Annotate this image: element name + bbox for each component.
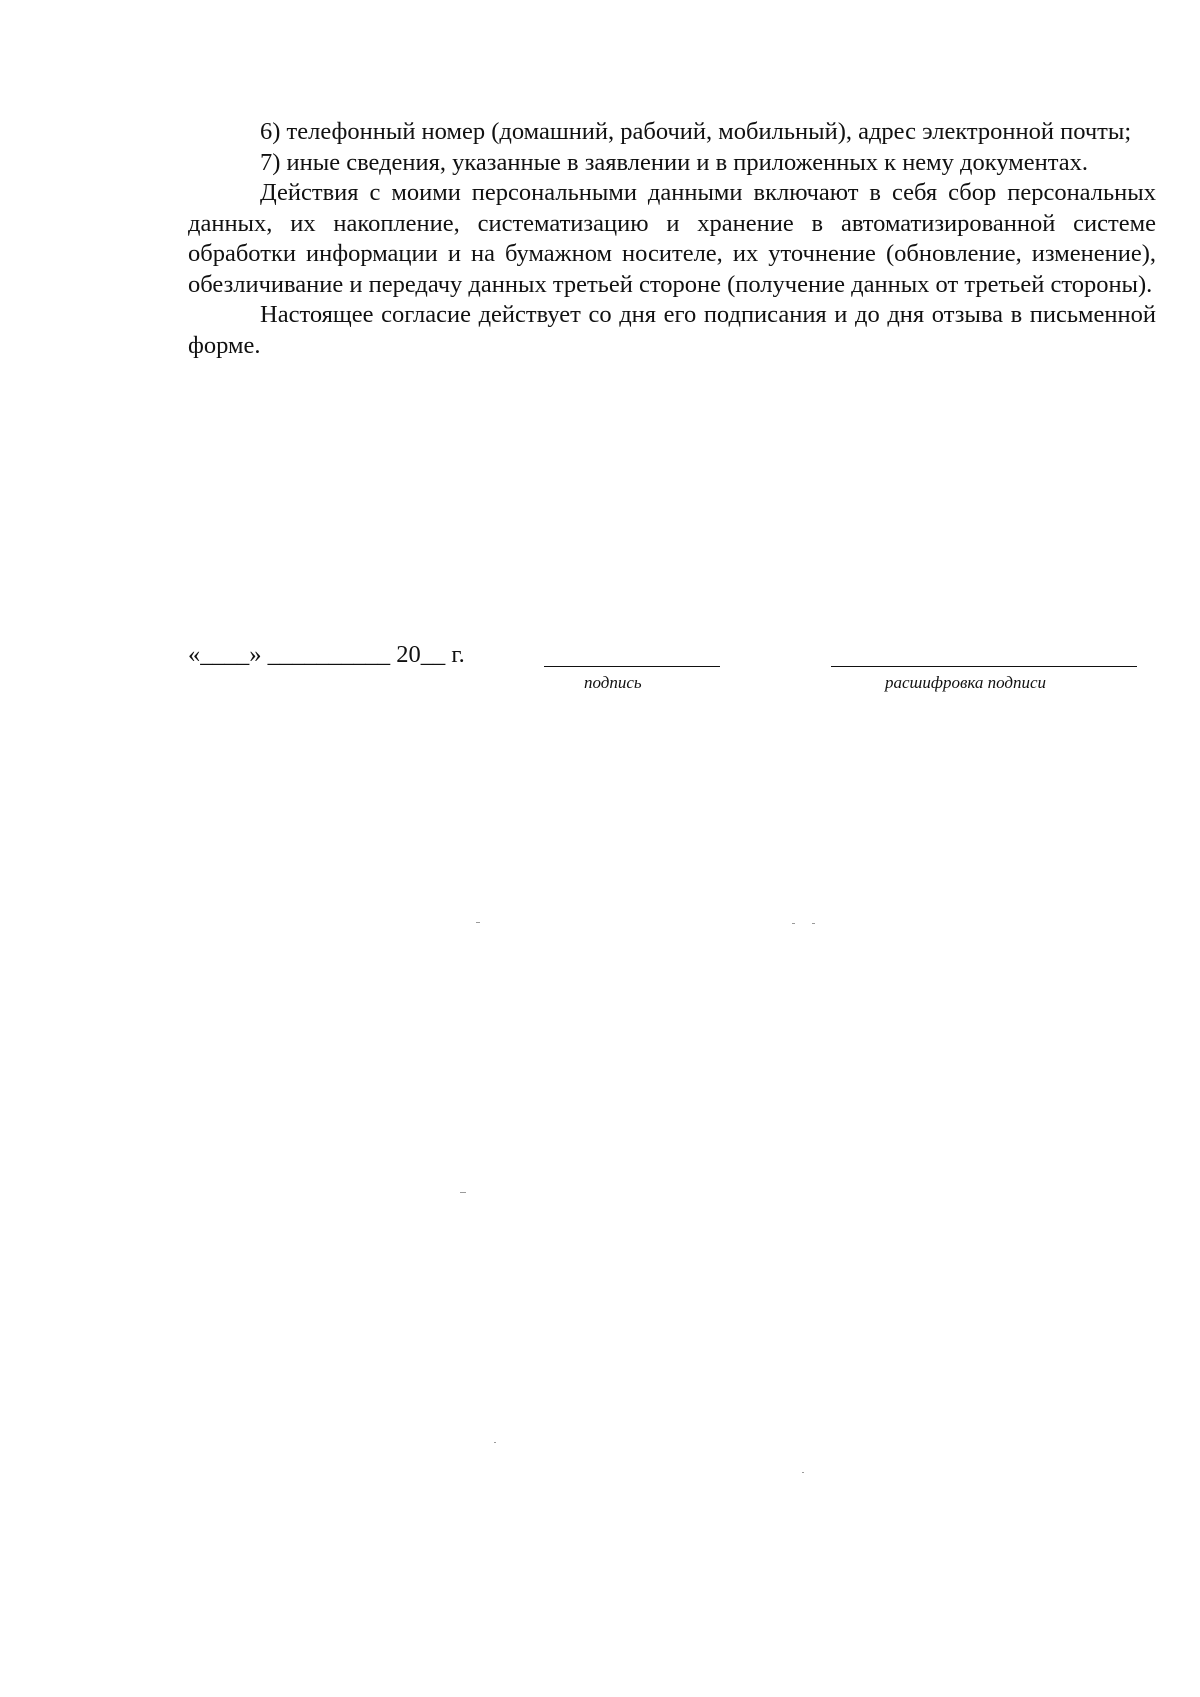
date-line: «____» __________ 20__ г. [188, 641, 465, 668]
signature-decode-line [831, 666, 1137, 667]
scan-speck [476, 922, 480, 923]
scan-speck [792, 923, 795, 924]
scan-speck [460, 1192, 466, 1193]
paragraph-other-info: 7) иные сведения, указанные в заявлении и в приложенных к нему документах. [260, 148, 1088, 176]
paragraph-phone-email: 6) телефонный номер (домашний, рабочий, мобильный), адрес электронной почты; [260, 118, 1132, 145]
signature-caption: подпись [584, 673, 642, 692]
signature-decode-caption: расшифровка подписи [885, 673, 1047, 692]
scan-speck [812, 923, 815, 924]
scan-speck [802, 1472, 804, 1473]
scan-speck [494, 1442, 496, 1443]
signature-line [544, 666, 720, 667]
paragraph-data-actions: Действия с моими персональными данными включают в себя сбор персональных данных, их накопление, систематизацию и хранение в автоматизированной системе обработки информации и на бумажном носителе, их уточнение (обновление, изменение), обезличивание и передачу данных третьей стороне (получение данных от третьей стороны). [188, 179, 1156, 298]
signature-block [188, 640, 1156, 700]
paragraph-consent-validity: Настоящее согласие действует со дня его подписания и до дня отзыва в письменной форме. [188, 301, 1156, 359]
consent-body [188, 117, 1156, 361]
